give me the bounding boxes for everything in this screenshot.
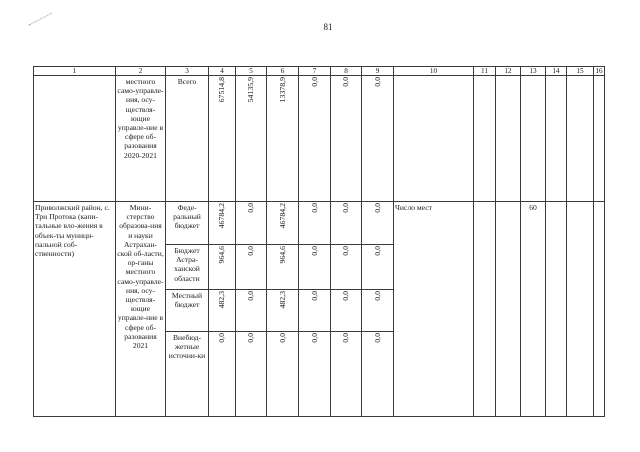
- header-cell: 4: [209, 67, 236, 76]
- budget-table: [33, 66, 605, 417]
- cell-value: [236, 76, 267, 202]
- cell-executor: местного само-управле-ния, осу-ществля-ющие управле-ние в сфере об-разования 2020-2021: [116, 76, 166, 202]
- page-number: 81: [323, 22, 333, 32]
- cell-value: [299, 202, 331, 245]
- value-text: 0,0: [372, 246, 382, 256]
- header-cell: 9: [362, 67, 394, 76]
- value-text: 0,0: [246, 291, 256, 301]
- cell-indicator: Число мест: [394, 202, 474, 417]
- value-text: 0,0: [309, 246, 319, 256]
- cell-empty: [546, 202, 567, 417]
- cell-value: [209, 290, 236, 332]
- cell-indicator: [394, 76, 474, 202]
- cell-empty: [521, 76, 546, 202]
- cell-value: [209, 332, 236, 417]
- cell-value: [267, 76, 299, 202]
- cell-source: Внебюд-жетные источни-ки: [166, 332, 209, 417]
- header-cell: 3: [166, 67, 209, 76]
- value-text: 0,0: [309, 333, 319, 343]
- header-row: [34, 67, 605, 76]
- value-text: 0,0: [217, 333, 227, 343]
- table-row: [34, 202, 605, 245]
- cell-value: [209, 202, 236, 245]
- cell-empty: [496, 202, 521, 417]
- header-cell: 14: [546, 67, 567, 76]
- cell-empty: [594, 76, 605, 202]
- cell-value: [236, 332, 267, 417]
- cell-value: [331, 202, 362, 245]
- cell-executor: Мини-стерство образова-ния и науки Астрахан-ской об-ласти, ор-ганы местного само-управле-ния, осу-ществля-ющие управле-ние в сфере об-разования 2021: [116, 202, 166, 417]
- header-cell: 5: [236, 67, 267, 76]
- cell-value: [331, 76, 362, 202]
- header-cell: 10: [394, 67, 474, 76]
- cell-empty: [546, 76, 567, 202]
- cell-value: [299, 332, 331, 417]
- cell-value: [209, 245, 236, 290]
- cell-value: [267, 290, 299, 332]
- cell-value: [267, 245, 299, 290]
- cell-value: [362, 202, 394, 245]
- header-cell: 13: [521, 67, 546, 76]
- cell-value: [236, 290, 267, 332]
- value-text: 964,6: [277, 246, 287, 264]
- value-text: 0,0: [341, 333, 351, 343]
- cell-empty: [474, 76, 496, 202]
- value-text: 0,0: [309, 77, 319, 87]
- value-text: 0,0: [246, 333, 256, 343]
- value-text: 0,0: [341, 203, 351, 213]
- cell-empty: [496, 76, 521, 202]
- cell-source: Феде-ральный бюджет: [166, 202, 209, 245]
- header-cell: 8: [331, 67, 362, 76]
- cell-indicator-value: 60: [521, 202, 546, 417]
- header-cell: 7: [299, 67, 331, 76]
- value-text: 0,0: [341, 246, 351, 256]
- cell-value: [236, 245, 267, 290]
- value-text: 0,0: [309, 291, 319, 301]
- cell-value: [299, 290, 331, 332]
- cell-value: [331, 290, 362, 332]
- header-cell: 16: [595, 67, 603, 75]
- cell-empty: [594, 202, 605, 417]
- value-text: 0,0: [372, 77, 382, 87]
- header-cell: 15: [567, 67, 594, 76]
- cell-source: Всего: [166, 76, 209, 202]
- cell-value: [362, 76, 394, 202]
- cell-value: [299, 76, 331, 202]
- cell-territory: [34, 76, 116, 202]
- value-text: 67514,8: [217, 77, 227, 103]
- cell-value: [267, 202, 299, 245]
- cell-value: [362, 332, 394, 417]
- value-text: 0,0: [246, 203, 256, 213]
- cell-value: [236, 202, 267, 245]
- cell-value: [331, 245, 362, 290]
- cell-value: [331, 332, 362, 417]
- header-cell: 11: [474, 67, 496, 76]
- value-text: 0,0: [309, 203, 319, 213]
- cell-value: [362, 245, 394, 290]
- value-text: 0,0: [341, 291, 351, 301]
- value-text: 482,3: [217, 291, 227, 309]
- cell-empty: [474, 202, 496, 417]
- value-text: 964,6: [217, 246, 227, 264]
- cell-territory: Приволжский район, с. Три Протока (капи-тальные вло-жения в объек-ты муници-пальной соб-ственности): [34, 202, 116, 417]
- table-row: [34, 76, 605, 202]
- header-cell: 1: [34, 67, 116, 76]
- cell-source: Бюджет Астра-ханской области: [166, 245, 209, 290]
- cell-empty: [567, 76, 594, 202]
- header-cell: 2: [116, 67, 166, 76]
- value-text: 46784,2: [277, 203, 287, 229]
- cell-source: Местный бюджет: [166, 290, 209, 332]
- value-text: 54135,9: [246, 77, 256, 103]
- value-text: 0,0: [372, 203, 382, 213]
- header-cell: 12: [496, 67, 521, 76]
- value-text: 46784,2: [217, 203, 227, 229]
- value-text: 0,0: [372, 291, 382, 301]
- value-text: 13378,9: [277, 77, 287, 103]
- cell-value: [267, 332, 299, 417]
- value-text: 0,0: [341, 77, 351, 87]
- value-text: 0,0: [246, 246, 256, 256]
- scan-mark: [28, 13, 57, 37]
- header-cell: 6: [267, 67, 299, 76]
- value-text: 482,3: [277, 291, 287, 309]
- cell-value: [362, 290, 394, 332]
- value-text: 0,0: [372, 333, 382, 343]
- cell-value: [299, 245, 331, 290]
- cell-empty: [567, 202, 594, 417]
- cell-value: [209, 76, 236, 202]
- value-text: 0,0: [277, 333, 287, 343]
